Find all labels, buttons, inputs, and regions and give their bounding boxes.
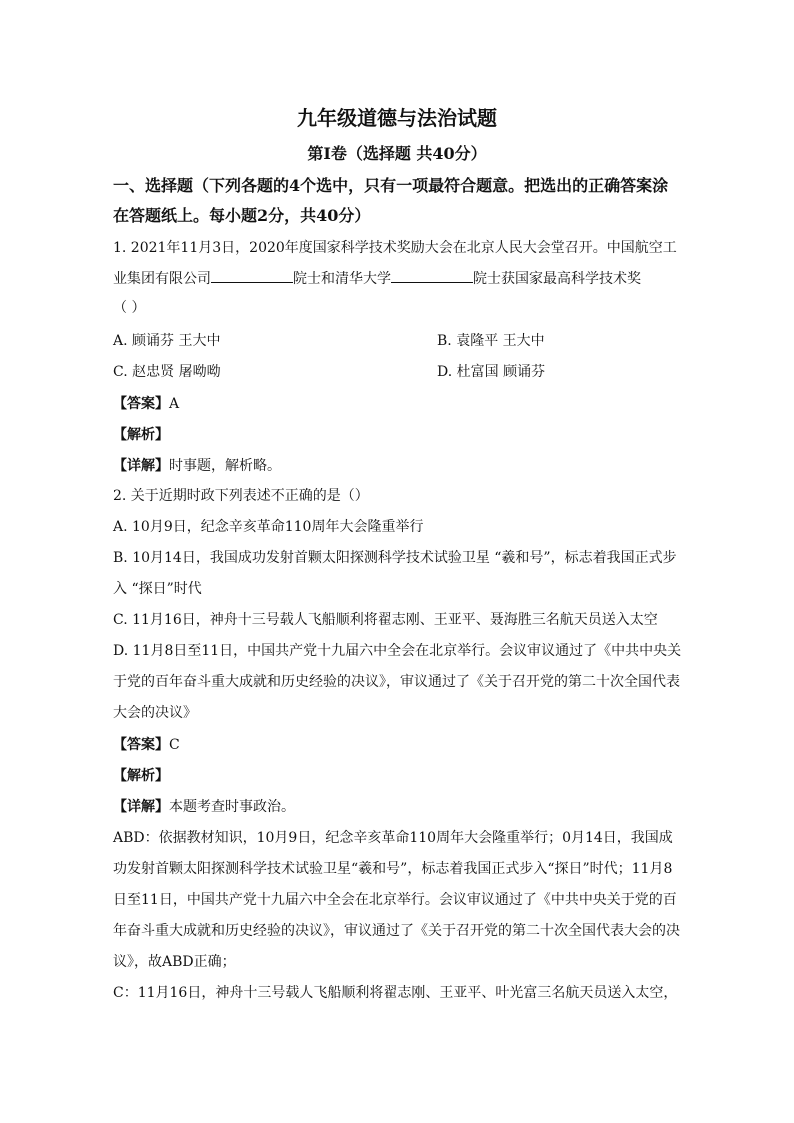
section-heading-line-1: 一、选择题（下列各题的4个选中，只有一项最符合题意。把选出的正确答案涂 <box>113 176 669 195</box>
q2-detail-tag: 【详解】 <box>113 799 169 815</box>
q1-option-d: D. 杜富国 顾诵芬 <box>437 364 546 380</box>
q1-stem-text-b: 院士和清华大学 <box>293 271 391 287</box>
q1-detail-tag: 【详解】 <box>113 458 169 474</box>
q1-blank-2 <box>391 268 473 283</box>
q1-detail-text: 时事题，解析略。 <box>169 458 281 474</box>
q1-answer <box>113 394 693 414</box>
section-heading-line-2: 在答题纸上。每小题2分，共40分） <box>113 206 371 225</box>
q1-stem-line-1: 1. 2021年11月3日，2020年度国家科学技术奖励大会在北京人民大会堂召开。中国航空工 <box>113 240 677 256</box>
q1-stem-text-a: 业集团有限公司 <box>113 271 211 287</box>
q2-detail-text: 本题考查时事政治。 <box>169 799 295 815</box>
q1-answer-parens: （ ） <box>113 300 146 316</box>
page-title: 九年级道德与法治试题 <box>297 106 497 130</box>
q2-abd-explanation-line-3: 日至11日，中国共产党十九届六中全会在北京举行。会议审议通过了《中共中央关于党的百 <box>113 892 677 908</box>
q2-option-d-line-1: D. 11月8日至11日，中国共产党十九届六中全会在北京举行。会议审议通过了《中共中央关 <box>113 643 682 659</box>
q2-option-a: A. 10月9日，纪念辛亥革命110周年大会隆重举行 <box>113 519 424 535</box>
q2-option-c: C. 11月16日，神舟十三号载人飞船顺利将翟志刚、王亚平、聂海胜三名航天员送入太空 <box>113 612 658 628</box>
q1-option-b: B. 袁隆平 王大中 <box>437 333 545 349</box>
exam-part-heading: 第I卷（选择题 共40分） <box>307 144 487 163</box>
q2-option-d-line-2: 于党的百年奋斗重大成就和历史经验的决议》，审议通过了《关于召开党的第二十次全国代表 <box>113 674 680 690</box>
q2-answer-value: C <box>169 737 180 753</box>
q1-analysis-tag: 【解析】 <box>113 427 169 443</box>
q2-answer-tag: 【答案】 <box>113 737 169 753</box>
q2-option-b-line-2: 入 “探日”时代 <box>113 581 202 597</box>
q2-c-explanation: C：11月16日，神舟十三号载人飞船顺利将翟志刚、王亚平、叶光富三名航天员送入太空， <box>113 985 678 1001</box>
q2-abd-explanation-line-5: 议》，故ABD正确； <box>113 954 236 970</box>
q2-option-b-line-1: B. 10月14日，我国成功发射首颗太阳探测科学技术试验卫星 “羲和号”，标志着我国正式步 <box>113 550 677 566</box>
q1-stem-line-2 <box>113 268 693 289</box>
q1-option-a: A. 顾诵芬 王大中 <box>113 333 221 349</box>
q1-answer-value: A <box>169 396 180 412</box>
q2-abd-explanation-line-4: 年奋斗重大成就和历史经验的决议》，审议通过了《关于召开党的第二十次全国代表大会的决 <box>113 923 680 939</box>
q2-option-d-line-3: 大会的决议》 <box>113 705 197 721</box>
q1-detail <box>113 456 693 476</box>
q2-detail <box>113 797 693 817</box>
q1-stem-text-c: 院士获国家最高科学技术奖 <box>473 271 641 287</box>
q1-option-c: C. 赵忠贤 屠呦呦 <box>113 364 221 380</box>
q1-blank-1 <box>211 268 293 283</box>
q1-answer-tag: 【答案】 <box>113 396 169 412</box>
q2-stem: 2. 关于近期时政下列表述不正确的是（） <box>113 488 369 504</box>
q2-abd-explanation-line-1: ABD：依据教材知识，10月9日，纪念辛亥革命110周年大会隆重举行；0月14日，我国成 <box>113 830 673 846</box>
q2-answer <box>113 735 693 755</box>
q2-abd-explanation-line-2: 功发射首颗太阳探测科学技术试验卫星“羲和号”，标志着我国正式步入“探日”时代；11月8 <box>113 861 673 877</box>
q2-analysis-tag: 【解析】 <box>113 768 169 784</box>
